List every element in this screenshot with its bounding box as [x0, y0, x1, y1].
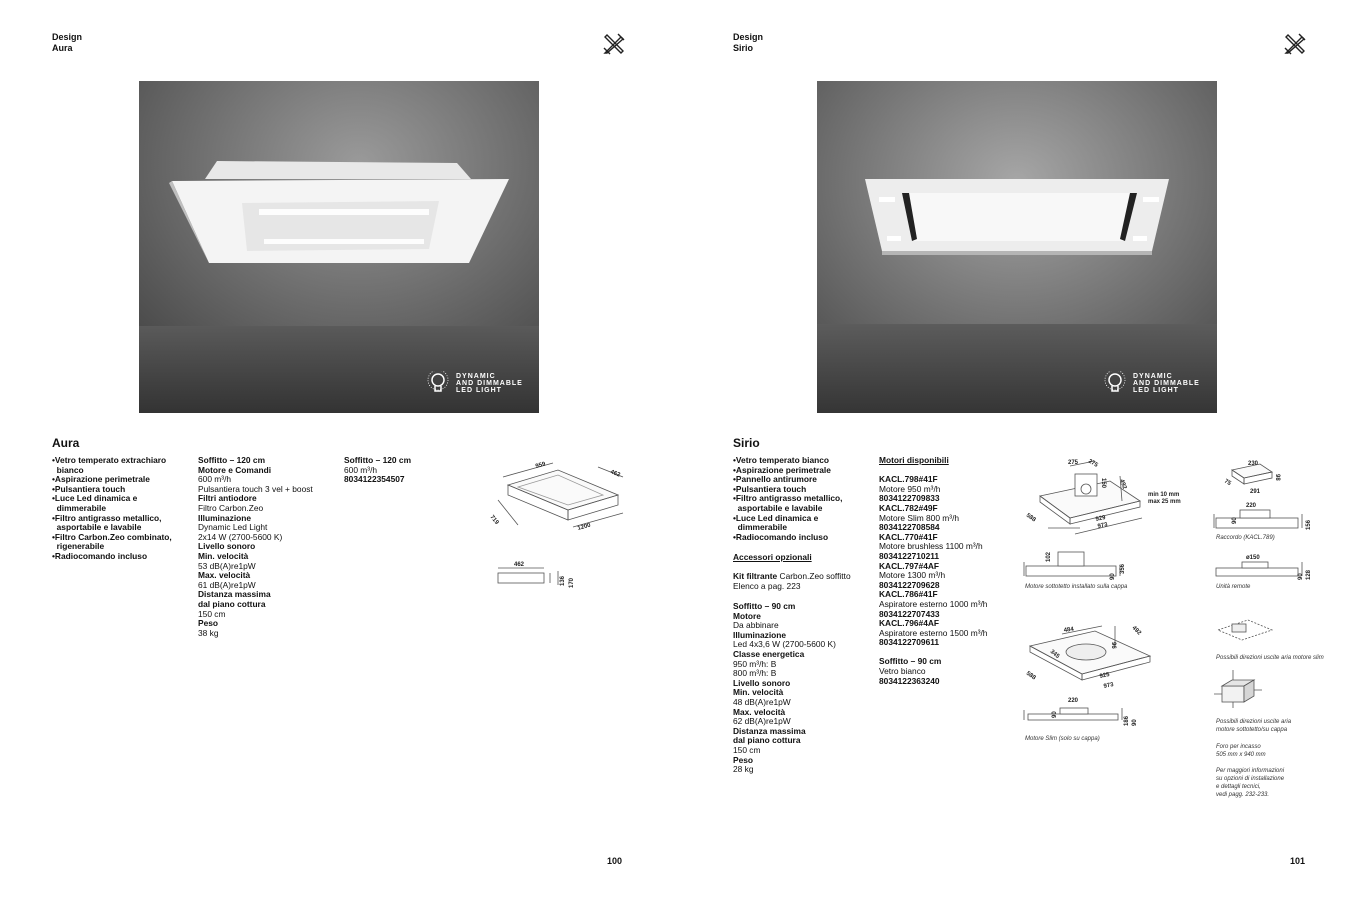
- left-product-title: Aura: [52, 436, 80, 450]
- caption-info: [1216, 767, 1284, 799]
- list-item: bianco: [52, 464, 84, 475]
- list-item: Max. velocità: [733, 706, 786, 717]
- left-header-line1: Design: [52, 32, 83, 42]
- dim-u2: 90: [1298, 573, 1304, 580]
- list-item: Min. velocità: [198, 550, 249, 561]
- dim-a6: max 25 mm: [1148, 499, 1181, 505]
- aura-dimension-drawing: [478, 455, 638, 595]
- list-item: 150 cm: [198, 608, 226, 619]
- dim-b2: 90: [1110, 573, 1116, 580]
- dim-u1: ø150: [1246, 555, 1260, 561]
- dim-e3: 186: [1124, 715, 1130, 726]
- list-item: 8034122709833: [879, 493, 940, 504]
- list-item: Da abbinare: [733, 620, 779, 631]
- list-item: 8034122709628: [879, 579, 940, 590]
- list-item: Soffitto – 90 cm: [879, 656, 942, 667]
- dim-r6: 90: [1232, 517, 1238, 524]
- right-product-title: Sirio: [733, 436, 760, 450]
- list-item: KACL.782#49F: [879, 502, 938, 513]
- right-specs-list: [733, 602, 836, 775]
- list-item: Soffitto – 120 cm: [198, 455, 266, 465]
- dim-r3: 98: [1274, 474, 1280, 481]
- led-bulb-icon: [427, 371, 451, 395]
- list-item: KACL.797#4AF: [879, 560, 940, 571]
- caption-motor-sottotetto: Motore sottotetto installato sulla cappa: [1025, 584, 1128, 590]
- list-item: 8034122707433: [879, 608, 940, 619]
- right-led-badge: [1104, 371, 1213, 395]
- kit-label: Kit filtrante: [733, 571, 778, 582]
- dim-c4: 345: [1048, 648, 1061, 660]
- list-item: Livello sonoro: [198, 541, 256, 552]
- dim-a5: min 10 mm: [1148, 492, 1180, 498]
- dim-b3: 356: [1120, 563, 1126, 574]
- dim-719: 719: [488, 514, 500, 526]
- list-item: •Aspirazione perimetrale: [52, 474, 150, 485]
- right-header-line1: Design: [733, 32, 764, 42]
- list-item: 800 m³/h: B: [733, 668, 777, 679]
- list-item: 950 m³/h: B: [733, 658, 777, 669]
- dim-a4: 492: [1118, 478, 1128, 491]
- list-item: •Filtro Carbon.Zeo combinato,: [52, 531, 172, 542]
- list-item: 53 dB(A)re1pW: [198, 560, 256, 571]
- left-header-line2: Aura: [52, 43, 73, 53]
- list-item: Motore Slim 800 m³/h: [879, 512, 960, 523]
- list-item: 61 dB(A)re1pW: [198, 579, 256, 590]
- left-codes-list: [344, 456, 411, 485]
- list-item: •Vetro temperato bianco: [733, 455, 830, 465]
- caption-info-line3: e dettagli tecnici,: [1216, 784, 1261, 790]
- dim-side-462: 462: [514, 562, 525, 568]
- kit-text: Carbon.Zeo soffitto: [777, 571, 851, 582]
- dim-a8: 929: [1095, 515, 1107, 523]
- design-pencil-icon: [602, 32, 626, 56]
- list-item: 62 dB(A)re1pW: [733, 716, 791, 727]
- caption-info-line1: Per maggiori informazioni: [1216, 768, 1285, 774]
- list-item: Illuminazione: [733, 629, 787, 640]
- list-item: asportabile e lavabile: [733, 502, 823, 513]
- list-item: 38 kg: [198, 627, 219, 638]
- sirio-product-photo: [817, 81, 1217, 413]
- list-item: Motore 950 m³/h: [879, 483, 941, 494]
- list-item: •Pulsantiera touch: [733, 483, 807, 494]
- caption-direzioni-line1: Possibili direzioni uscite aria: [1216, 719, 1292, 725]
- list-item: dal piano cottura: [198, 598, 266, 609]
- right-page-number: 101: [1290, 856, 1306, 866]
- caption-foro-incasso: [1216, 743, 1266, 759]
- design-pencil-icon: [1283, 32, 1307, 56]
- dim-c6: 925: [1099, 672, 1111, 680]
- dim-r1: 230: [1248, 461, 1259, 467]
- list-item: •Vetro temperato extrachiaro: [52, 455, 167, 465]
- dim-b1: 102: [1046, 551, 1052, 562]
- led-badge-line1: DYNAMIC: [1133, 372, 1173, 380]
- list-item: Motore brushless 1100 m³/h: [879, 541, 983, 552]
- led-badge-line3: LED LIGHT: [456, 386, 502, 394]
- dim-170: 170: [569, 577, 575, 588]
- list-item: dimmerabile: [52, 502, 106, 513]
- dim-a7: 588: [1024, 512, 1037, 524]
- accessories-block: [733, 553, 851, 591]
- list-item: •Luce Led dinamica e: [733, 512, 819, 523]
- list-item: Filtri antiodore: [198, 493, 257, 504]
- dim-c1: 484: [1063, 626, 1075, 634]
- motors-list: [879, 466, 987, 687]
- dim-c7: 973: [1103, 682, 1115, 690]
- list-item: rigenerabile: [52, 541, 105, 552]
- right-header: [733, 32, 763, 54]
- list-item: Soffitto – 120 cm: [344, 455, 412, 465]
- list-item: 8034122710211: [879, 550, 940, 561]
- list-item: Distanza massima: [198, 589, 271, 600]
- list-item: Illuminazione: [198, 512, 252, 523]
- caption-motor-slim: Motore Slim (solo su cappa): [1025, 736, 1100, 742]
- dim-136: 136: [560, 575, 566, 586]
- dim-e2: 90: [1052, 711, 1058, 718]
- list-item: 8034122363240: [879, 675, 940, 686]
- caption-direzioni-sottotetto: [1216, 718, 1291, 734]
- list-item: •Filtro antigrasso metallico,: [733, 493, 843, 504]
- list-item: 600 m³/h: [344, 464, 378, 475]
- list-item: Aspiratore esterno 1000 m³/h: [879, 598, 988, 609]
- right-features-list: [733, 456, 843, 542]
- caption-info-line2: su opzioni di installazione: [1216, 776, 1285, 782]
- dim-1200: 1200: [576, 522, 592, 532]
- dim-e2b: 90: [1132, 719, 1138, 726]
- dim-r4: 291: [1250, 489, 1261, 495]
- led-badge-line2: AND DIMMABLE: [456, 379, 523, 387]
- dim-a3: 150: [1100, 478, 1106, 489]
- motors-block: [879, 456, 987, 686]
- list-item: Pulsantiera touch 3 vel + boost: [198, 483, 313, 494]
- list-item: KACL.796#4AF: [879, 618, 940, 629]
- list-item: •Luce Led dinamica e: [52, 493, 138, 504]
- list-item: Soffitto – 90 cm: [733, 601, 796, 611]
- list-item: dal piano cottura: [733, 735, 801, 746]
- dim-a1: 275: [1068, 460, 1079, 466]
- list-item: Min. velocità: [733, 687, 784, 698]
- left-led-badge: [427, 371, 536, 395]
- caption-direzioni-line2: motore sottotetto/su cappa: [1216, 727, 1288, 733]
- led-badge-line1: DYNAMIC: [456, 372, 496, 380]
- list-item: KACL.770#41F: [879, 531, 938, 542]
- list-item: 8034122709611: [879, 637, 940, 648]
- dim-e1: 220: [1068, 698, 1079, 704]
- caption-raccordo: Raccordo (KACL.789): [1216, 535, 1275, 541]
- list-item: •Pulsantiera touch: [52, 483, 126, 494]
- accessories-title: Accessori opzionali: [733, 552, 812, 562]
- list-item: Filtro Carbon.Zeo: [198, 502, 264, 513]
- left-header: [52, 32, 82, 54]
- list-item: Led 4x3,6 W (2700-5600 K): [733, 639, 836, 650]
- list-item: •Radiocomando incluso: [52, 550, 148, 561]
- dim-r7: 156: [1306, 519, 1312, 530]
- list-item: 28 kg: [733, 764, 754, 775]
- list-item: 2x14 W (2700-5600 K): [198, 531, 283, 542]
- list-item: 8034122354507: [344, 474, 405, 485]
- dim-u3: 128: [1306, 569, 1312, 580]
- list-item: Motore e Comandi: [198, 464, 272, 475]
- right-header-line2: Sirio: [733, 43, 754, 53]
- list-item: 8034122708584: [879, 522, 940, 533]
- dim-a2: 275: [1087, 458, 1099, 469]
- list-item: Motore: [733, 610, 761, 621]
- list-item: •Radiocomando incluso: [733, 531, 829, 542]
- caption-foro-line2: 505 mm x 940 mm: [1216, 752, 1266, 758]
- led-badge-line2: AND DIMMABLE: [1133, 379, 1200, 387]
- caption-unita-remote: Unità remote: [1216, 584, 1251, 590]
- dim-462: 462: [609, 469, 621, 479]
- list-item: Vetro bianco: [879, 666, 926, 677]
- list-item: •Pannello antirumore: [733, 474, 817, 485]
- list-item: KACL.798#41F: [879, 474, 938, 485]
- caption-foro-line1: Foro per incasso: [1216, 744, 1261, 750]
- sirio-dimension-drawings: [1020, 456, 1210, 746]
- list-item: •Filtro antigrasso metallico,: [52, 512, 162, 523]
- list-item: 600 m³/h: [198, 474, 232, 485]
- list-item: asportabile e lavabile: [52, 522, 142, 533]
- list-item: Distanza massima: [733, 725, 806, 736]
- caption-direzioni-slim: Possibili direzioni uscite aria motore slim: [1216, 655, 1324, 661]
- kit-line2: Elenco a pag. 223: [733, 580, 801, 591]
- list-item: •Aspirazione perimetrale: [733, 464, 831, 475]
- left-specs-list: [198, 456, 313, 638]
- dim-c2: 96: [1110, 642, 1116, 649]
- left-features-list: [52, 456, 172, 562]
- list-item: Motore 1300 m³/h: [879, 570, 946, 581]
- left-page-number: 100: [607, 856, 623, 866]
- list-item: Peso: [198, 618, 219, 629]
- caption-info-line4: vedi pagg. 232-233.: [1216, 792, 1270, 798]
- dim-r2: 75: [1223, 478, 1232, 488]
- list-item: 150 cm: [733, 744, 761, 755]
- led-bulb-icon: [1104, 371, 1128, 395]
- dim-c3: 492: [1130, 625, 1142, 637]
- list-item: Max. velocità: [198, 570, 251, 581]
- list-item: dimmerabile: [733, 522, 787, 533]
- dim-a9: 973: [1097, 522, 1109, 530]
- list-item: 48 dB(A)re1pW: [733, 696, 791, 707]
- motors-title: Motori disponibili: [879, 455, 949, 465]
- dim-r5: 220: [1246, 503, 1257, 509]
- list-item: Dynamic Led Light: [198, 522, 268, 533]
- list-item: Classe energetica: [733, 648, 805, 659]
- list-item: Aspiratore esterno 1500 m³/h: [879, 627, 988, 638]
- aura-product-photo: [139, 81, 539, 413]
- list-item: Peso: [733, 754, 754, 765]
- dim-c5: 588: [1024, 670, 1037, 682]
- led-badge-line3: LED LIGHT: [1133, 386, 1179, 394]
- list-item: Livello sonoro: [733, 677, 791, 688]
- dim-959: 959: [534, 461, 547, 470]
- list-item: KACL.786#41F: [879, 589, 938, 600]
